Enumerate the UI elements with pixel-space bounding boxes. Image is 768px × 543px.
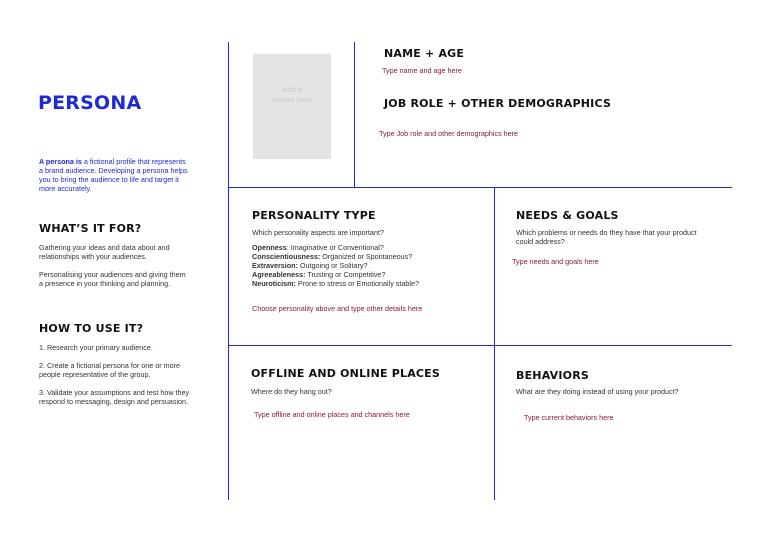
- how-to-use-step-1: 1. Research your primary audience.: [39, 343, 153, 352]
- needs-goals-heading: NEEDS & GOALS: [516, 209, 619, 222]
- persona-title: PERSONA: [38, 92, 142, 114]
- whats-it-for-text-2: Personalising your audiences and giving them a presence in your thinking and planning.: [39, 270, 186, 288]
- places-question: Where do they hang out?: [251, 387, 332, 396]
- personality-question: Which personality aspects are important?: [252, 228, 384, 237]
- picture-placeholder[interactable]: [253, 54, 331, 159]
- whats-it-for-heading: WHAT’S IT FOR?: [39, 222, 142, 235]
- job-role-heading: JOB ROLE + OTHER DEMOGRAPHICS: [384, 97, 612, 110]
- grid-line-center: [228, 345, 732, 346]
- persona-intro: [39, 157, 189, 193]
- name-age-heading: NAME + AGE: [384, 47, 465, 60]
- needs-goals-question: Which problems or needs do they have that your product could address?: [516, 228, 697, 246]
- how-to-use-heading: HOW TO USE IT?: [39, 322, 144, 335]
- whats-it-for-text-1: Gathering your ideas and data about and relationships with your audiences.: [39, 243, 170, 261]
- grid-line-top: [228, 187, 732, 188]
- grid-line-header-divider: [354, 42, 355, 188]
- needs-goals-input[interactable]: Type needs and goals here: [512, 257, 599, 266]
- trait-extraversion: Extraversion: Outgoing or Solitary?: [252, 261, 368, 270]
- places-input[interactable]: Type offline and online places and channels here: [254, 410, 410, 419]
- job-role-input[interactable]: Type Job role and other demographics here: [379, 129, 519, 138]
- grid-line-middle: [494, 188, 495, 500]
- trait-openness: Openness: Imaginative or Conventional?: [252, 243, 384, 252]
- trait-neuroticism: Neuroticism: Prone to stress or Emotionally stable?: [252, 279, 419, 288]
- behaviors-question: What are they doing instead of using your product?: [516, 387, 679, 396]
- persona-intro-bold: A persona is: [39, 157, 82, 166]
- personality-traits: [252, 243, 482, 288]
- persona-intro-text: a fictional profile that represents a brand audience. Developing a persona helps you to bring the audience to life and target it more accurately.: [39, 157, 188, 193]
- name-age-input[interactable]: Type name and age here: [382, 66, 462, 75]
- trait-agreeableness: Agreeableness: Trusting or Competitive?: [252, 270, 386, 279]
- places-heading: OFFLINE AND ONLINE PLACES: [251, 367, 441, 380]
- grid-line-left: [228, 42, 229, 500]
- how-to-use-step-3: 3. Validate your assumptions and test how they respond to messaging, design and persuasion.: [39, 388, 190, 406]
- how-to-use-step-2: 2. Create a fictional persona for one or more people representative of the group.: [39, 361, 181, 379]
- personality-heading: PERSONALITY TYPE: [252, 209, 376, 222]
- behaviors-heading: BEHAVIORS: [516, 369, 590, 382]
- trait-conscientiousness: Conscientiousness: Organized or Spontaneous?: [252, 252, 413, 261]
- behaviors-input[interactable]: Type current behaviors here: [524, 413, 614, 422]
- picture-placeholder-text: Add a picture here: [272, 85, 312, 104]
- personality-input[interactable]: Choose personality above and type other details here: [252, 304, 423, 313]
